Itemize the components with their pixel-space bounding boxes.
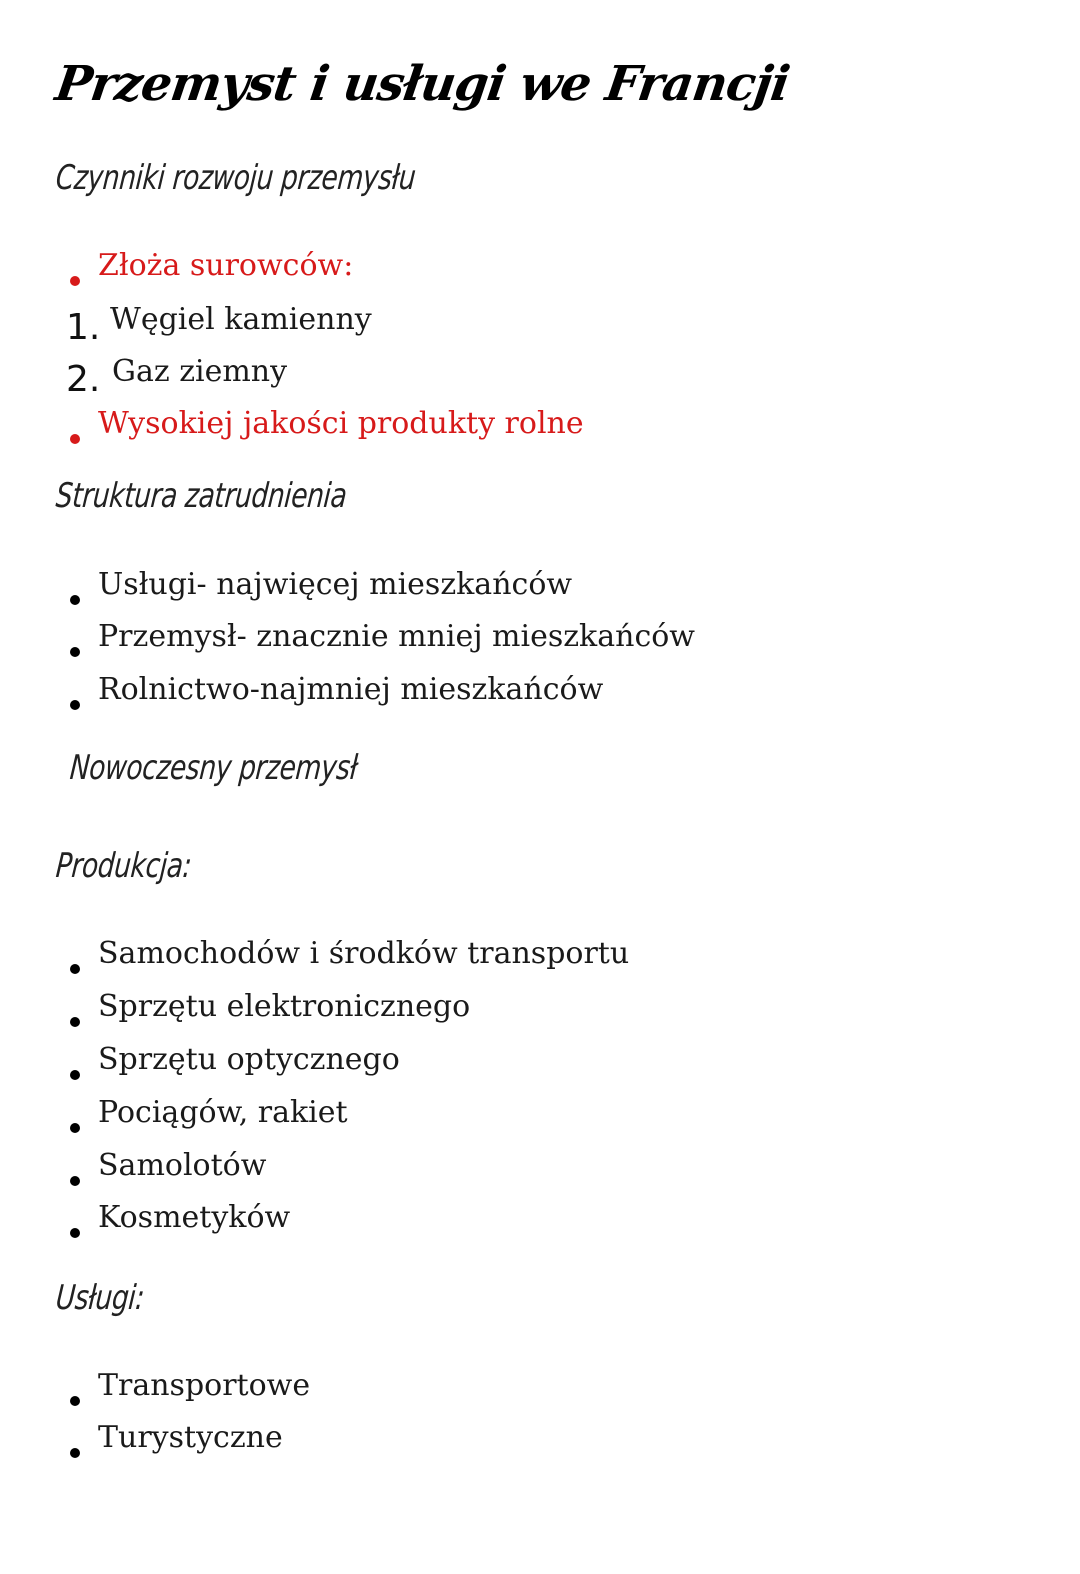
list-item-label: Wysokiej jakości produkty rolne bbox=[98, 406, 584, 441]
list-item-label: Samolotów bbox=[98, 1148, 267, 1183]
heading-czynniki: Czynniki rozwoju przemysłu bbox=[54, 158, 418, 198]
list-item-label: Rolnictwo-najmniej mieszkańców bbox=[98, 672, 604, 707]
bullet-dot-icon bbox=[70, 964, 80, 974]
list-item-label: Transportowe bbox=[98, 1368, 311, 1403]
list-item-label: Samochodów i środków transportu bbox=[98, 936, 630, 971]
list-item-label: Przemysł- znacznie mniej mieszkańców bbox=[98, 619, 695, 654]
list-number: 2. bbox=[66, 359, 101, 400]
bullet-dot-icon bbox=[70, 647, 80, 657]
list-item-label: Gaz ziemny bbox=[112, 354, 288, 389]
list-item-label: Pociągów, rakiet bbox=[98, 1095, 348, 1130]
bullet-dot-icon bbox=[70, 1448, 80, 1458]
bullet-dot-icon bbox=[70, 1228, 80, 1238]
bullet-dot-icon bbox=[70, 595, 80, 605]
list-item-label: Kosmetyków bbox=[98, 1200, 291, 1235]
list-number: 1. bbox=[66, 307, 101, 348]
page-title: Przemyst i usługi we Francji bbox=[52, 56, 793, 112]
heading-nowoczesny: Nowoczesny przemysł bbox=[68, 748, 359, 788]
bullet-dot-icon bbox=[70, 700, 80, 710]
bullet-dot-icon bbox=[70, 434, 80, 444]
list-item-label: Węgiel kamienny bbox=[110, 302, 372, 337]
list-item-label: Sprzętu optycznego bbox=[98, 1042, 400, 1077]
list-item-label: Złoża surowców: bbox=[98, 248, 354, 283]
bullet-dot-icon bbox=[70, 1123, 80, 1133]
heading-uslugi: Usługi: bbox=[54, 1278, 146, 1318]
bullet-dot-icon bbox=[70, 276, 80, 286]
bullet-dot-icon bbox=[70, 1176, 80, 1186]
heading-struktura: Struktura zatrudnienia bbox=[54, 476, 349, 516]
list-item-label: Usługi- najwięcej mieszkańców bbox=[98, 567, 573, 602]
list-item-label: Turystyczne bbox=[98, 1420, 283, 1455]
list-item-label: Sprzętu elektronicznego bbox=[98, 989, 471, 1024]
bullet-dot-icon bbox=[70, 1396, 80, 1406]
bullet-dot-icon bbox=[70, 1017, 80, 1027]
heading-produkcja: Produkcja: bbox=[54, 846, 194, 886]
bullet-dot-icon bbox=[70, 1070, 80, 1080]
